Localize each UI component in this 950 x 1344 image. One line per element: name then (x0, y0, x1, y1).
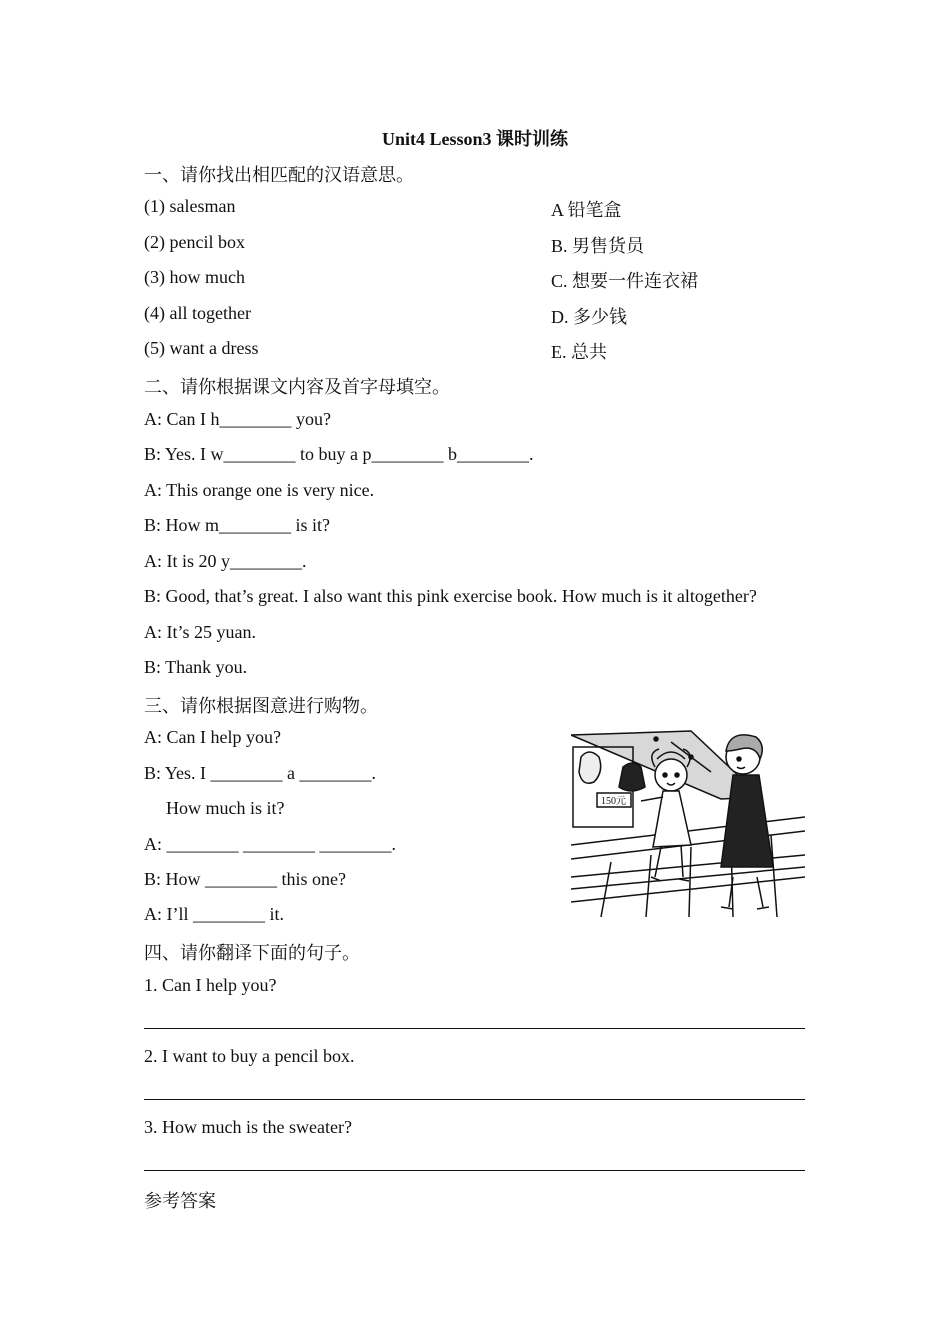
dialogue-line: A: It’s 25 yuan. (144, 622, 256, 642)
shopping-line: B: Yes. I ________ a ________. (144, 763, 377, 783)
match-right-item: D. 多少钱 (551, 307, 627, 327)
answer-line (144, 1099, 805, 1100)
shopping-line: A: Can I help you? (144, 727, 281, 747)
dialogue-line: B: Yes. I w________ to buy a p________ b________. (144, 444, 534, 464)
translate-item: 1. Can I help you? (144, 975, 277, 995)
price-tag: 150元 (601, 796, 626, 807)
dialogue-line: A: It is 20 y________. (144, 551, 307, 571)
match-left-item: (1) salesman (144, 196, 236, 216)
section1-heading: 一、请你找出相匹配的汉语意思。 (144, 165, 414, 185)
match-left-item: (2) pencil box (144, 232, 245, 252)
shopping-line: How much is it? (166, 798, 285, 818)
section2-heading: 二、请你根据课文内容及首字母填空。 (144, 377, 450, 397)
match-right-item: C. 想要一件连衣裙 (551, 271, 699, 291)
shopping-line: B: How ________ this one? (144, 869, 346, 889)
match-right-item: A 铅笔盒 (551, 200, 622, 220)
match-right-item: B. 男售货员 (551, 236, 645, 256)
match-left-item: (5) want a dress (144, 338, 259, 358)
match-left-item: (4) all together (144, 303, 251, 323)
shopping-line: A: I’ll ________ it. (144, 904, 284, 924)
dialogue-line: B: Good, that’s great. I also want this pink exercise book. How much is it altogether? (144, 586, 757, 606)
match-left-item: (3) how much (144, 267, 245, 287)
shopping-illustration (571, 727, 805, 917)
match-right-item: E. 总共 (551, 342, 607, 362)
answer-line (144, 1028, 805, 1029)
translate-item: 2. I want to buy a pencil box. (144, 1046, 355, 1066)
answers-heading: 参考答案 (144, 1191, 216, 1211)
section3-heading: 三、请你根据图意进行购物。 (144, 696, 378, 716)
dialogue-line: B: How m________ is it? (144, 515, 331, 535)
section4-heading: 四、请你翻译下面的句子。 (144, 943, 360, 963)
page-title: Unit4 Lesson3 课时训练 (381, 129, 569, 149)
dialogue-line: A: Can I h________ you? (144, 409, 331, 429)
answer-line (144, 1170, 805, 1171)
translate-item: 3. How much is the sweater? (144, 1117, 352, 1137)
dialogue-line: B: Thank you. (144, 657, 248, 677)
dialogue-line: A: This orange one is very nice. (144, 480, 375, 500)
shopping-line: A: ________ ________ ________. (144, 834, 396, 854)
